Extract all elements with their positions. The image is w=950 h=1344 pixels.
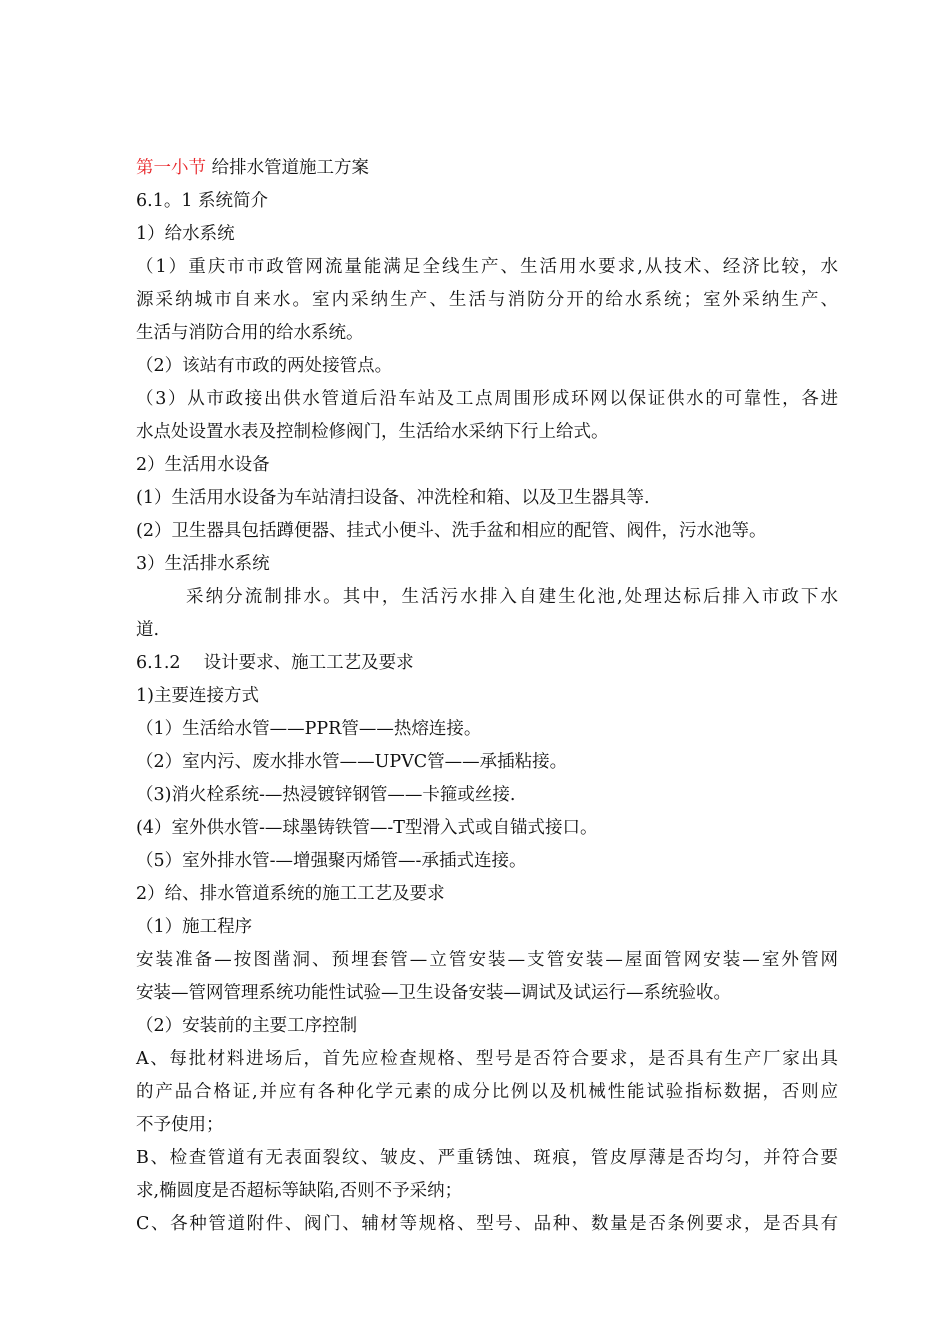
text-line: 采纳分流制排水。其中，生活污水排入自建生化池,处理达标后排入市政下水 — [186, 587, 838, 607]
text-line: （3）从市政接出供水管道后沿车站及工点周围形成环网以保证供水的可靠性，各进 — [136, 389, 838, 409]
text-line: 安装准备—按图凿洞、预埋套管—立管安装—支管安装—屋面管网安装—室外管网 — [136, 950, 838, 970]
text-line: 1）给水系统 — [136, 224, 235, 244]
text-line: 3）生活排水系统 — [136, 554, 270, 574]
text-line: （3)消火栓系统-—热浸镀锌钢管——卡箍或丝接. — [136, 785, 516, 805]
text-line: 6.1。1 系统简介 — [136, 191, 269, 211]
text-line: 水点处设置水表及控制检修阀门，生活给水采纳下行上给式。 — [136, 422, 609, 442]
text-line: 源采纳城市自来水。室内采纳生产、生活与消防分开的给水系统；室外采纳生产、 — [136, 290, 838, 310]
text-line: 2）生活用水设备 — [136, 455, 270, 475]
text-line: （5）室外排水管-—增强聚丙烯管—-承插式连接。 — [136, 851, 527, 871]
text-line: （2）安装前的主要工序控制 — [136, 1016, 358, 1036]
text-line: A、每批材料进场后，首先应检查规格、型号是否符合要求，是否具有生产厂家出具 — [136, 1049, 838, 1069]
text-line: 道. — [136, 620, 160, 640]
section-heading — [136, 152, 838, 185]
text-line: （1）重庆市市政管网流量能满足全线生产、生活用水要求,从技术、经济比较，水 — [136, 257, 838, 277]
section-number: 第一小节 — [136, 158, 206, 178]
text-line: （2）该站有市政的两处接管点。 — [136, 356, 393, 376]
text-line: 生活与消防合用的给水系统。 — [136, 323, 364, 343]
text-line: （1）施工程序 — [136, 917, 253, 937]
text-line: C、各种管道附件、阀门、辅材等规格、型号、品种、数量是否条例要求，是否具有 — [136, 1214, 838, 1234]
text-line: (1）生活用水设备为车站清扫设备、冲洗栓和箱、以及卫生器具等. — [136, 488, 650, 508]
text-line: 的产品合格证,并应有各种化学元素的成分比例以及机械性能试验指标数据，否则应 — [136, 1082, 838, 1102]
document-body — [136, 185, 838, 1241]
text-line: 6.1.2 设计要求、施工工艺及要求 — [136, 653, 414, 673]
text-line: B、检查管道有无表面裂纹、皱皮、严重锈蚀、斑痕，管皮厚薄是否均匀，并符合要 — [136, 1148, 838, 1168]
section-title: 给排水管道施工方案 — [206, 158, 370, 178]
text-line: 不予使用； — [136, 1115, 224, 1135]
text-line: (2）卫生器具包括蹲便器、挂式小便斗、洗手盆和相应的配管、阀件，污水池等。 — [136, 521, 767, 541]
text-line: （1）生活给水管——PPR管——热熔连接。 — [136, 719, 482, 739]
text-line: （2）室内污、废水排水管——UPVC管——承插粘接。 — [136, 752, 568, 772]
text-line: 安装—管网管理系统功能性试验—卫生设备安装—调试及试运行—系统验收。 — [136, 983, 731, 1003]
document-page — [136, 152, 838, 1241]
text-line: 1)主要连接方式 — [136, 686, 259, 706]
text-line: 2）给、排水管道系统的施工工艺及要求 — [136, 884, 445, 904]
text-line: (4）室外供水管-—球墨铸铁管—-T型滑入式或自锚式接口。 — [136, 818, 598, 838]
text-line: 求,椭圆度是否超标等缺陷,否则不予采纳； — [136, 1181, 463, 1201]
